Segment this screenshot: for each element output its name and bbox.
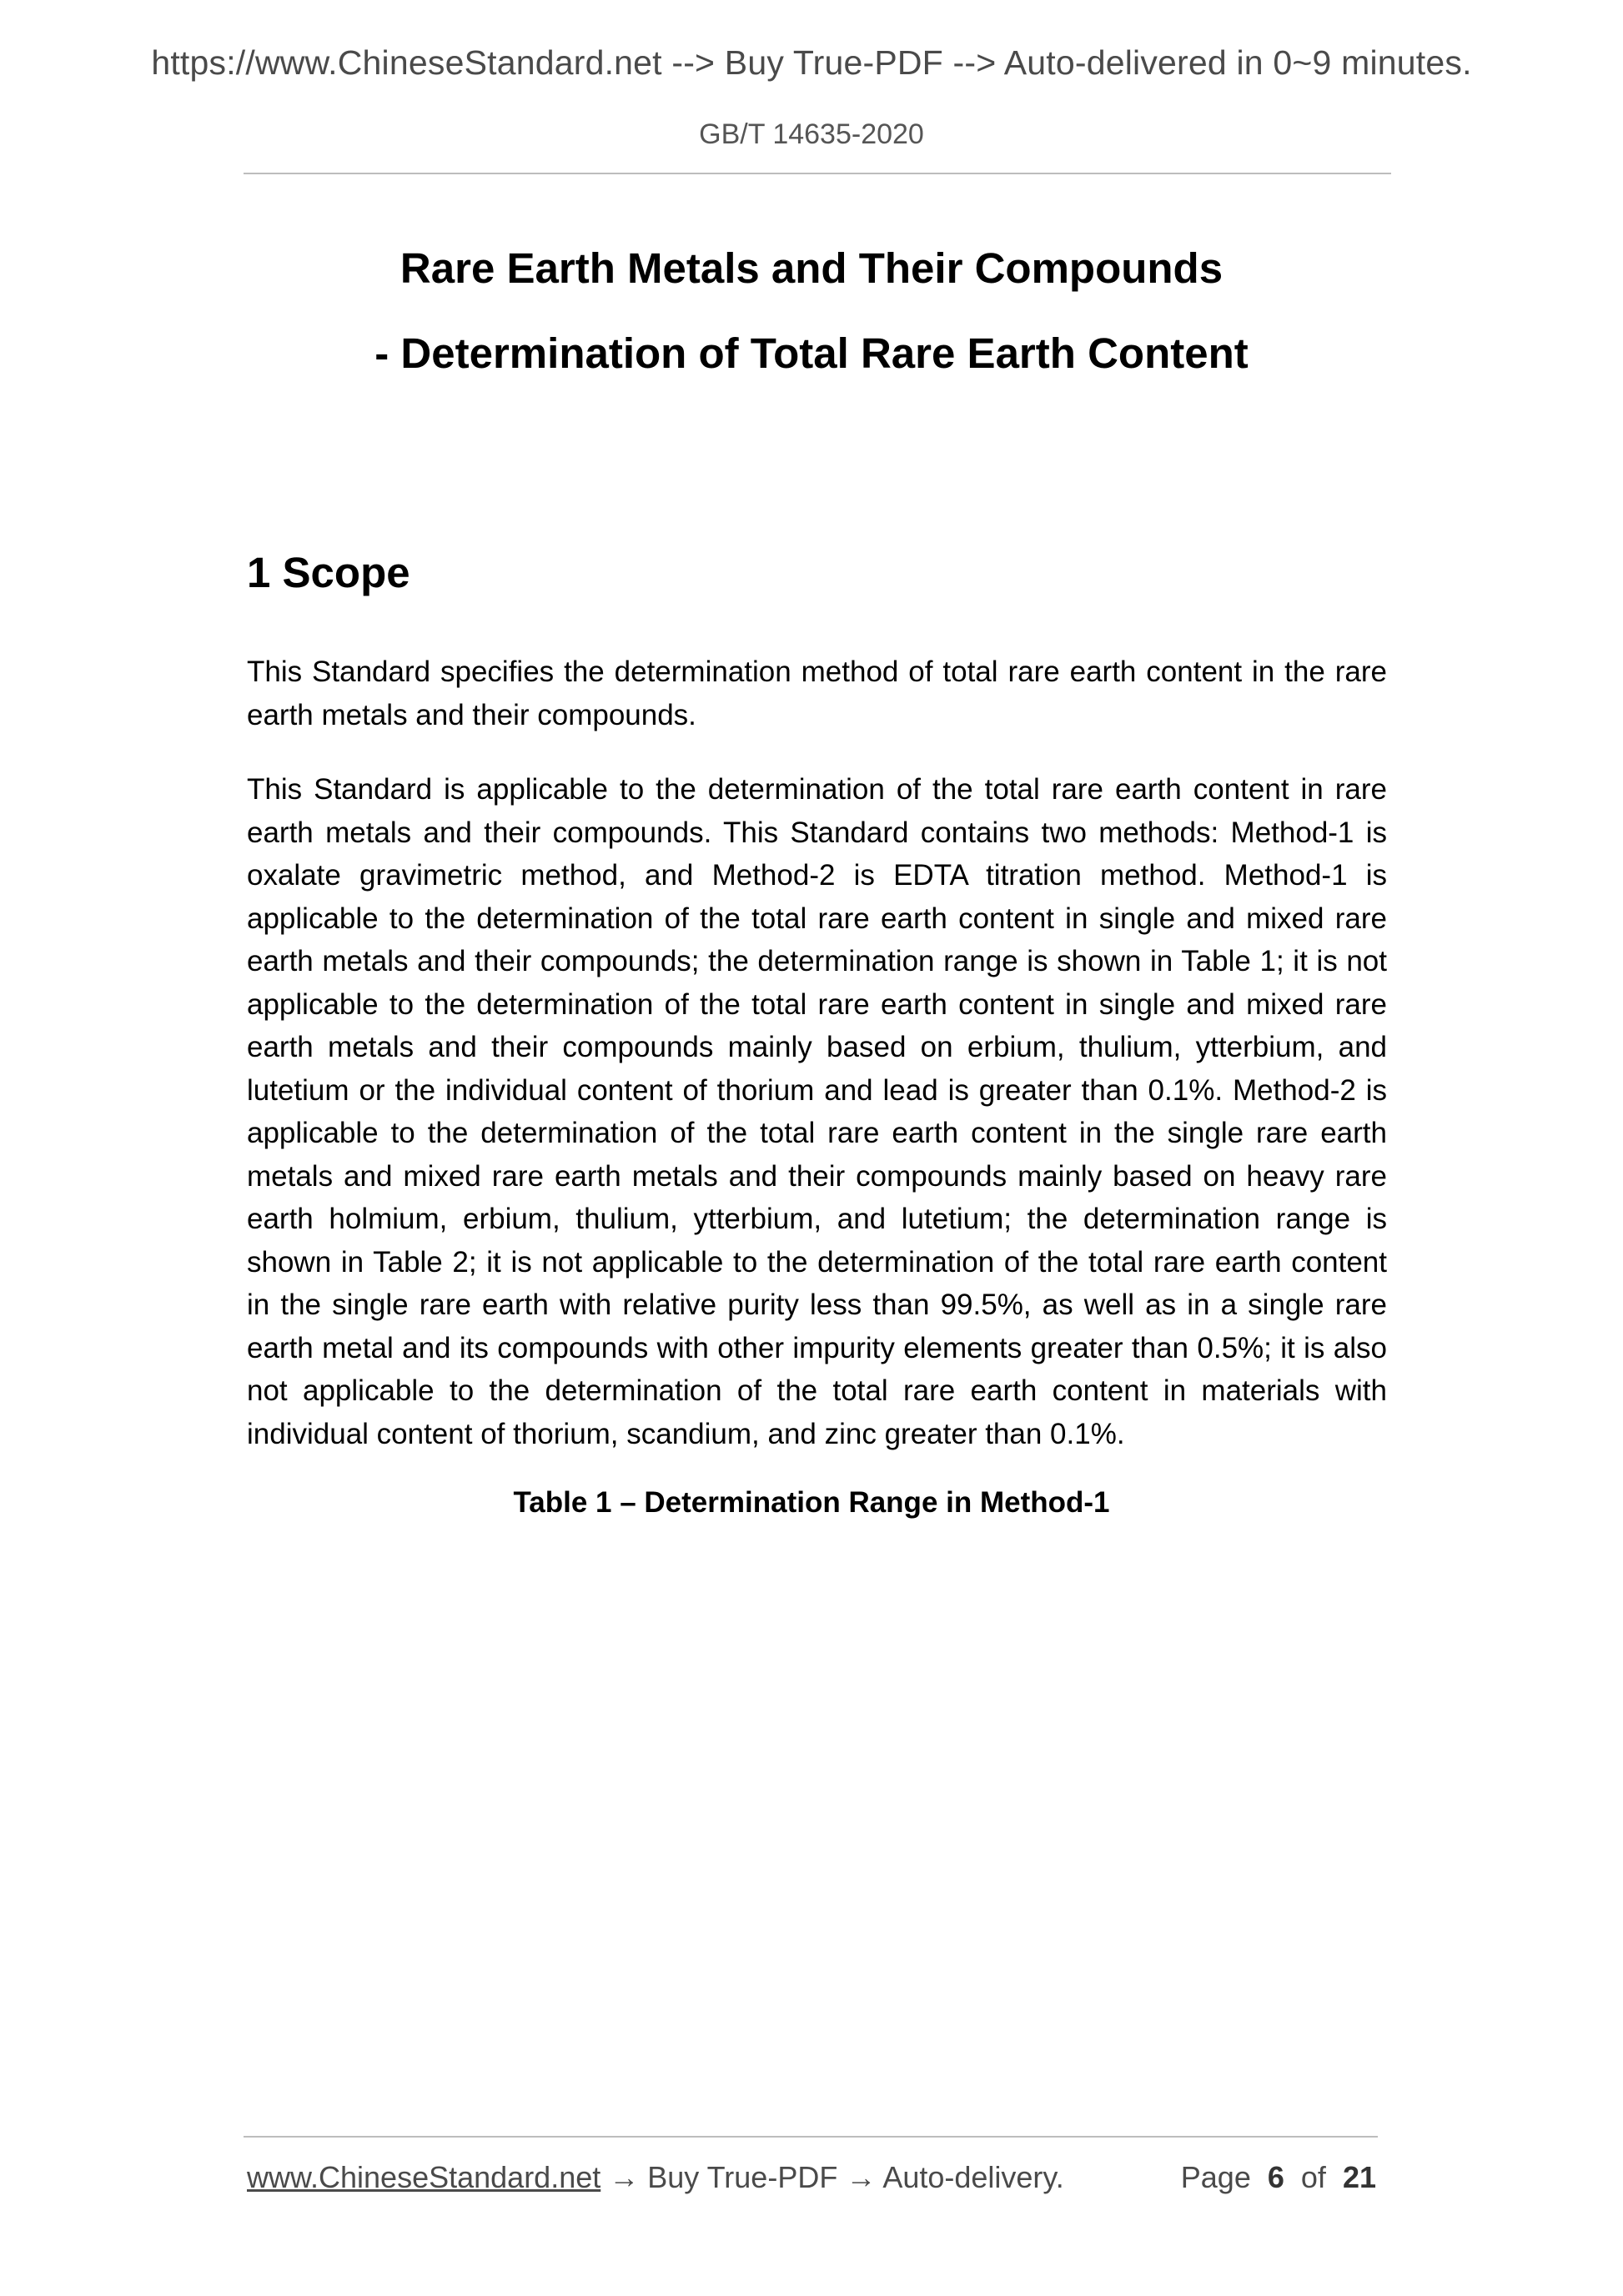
scope-paragraph-2: This Standard is applicable to the determination of the total rare earth content in rare earth metals and their compounds. This Standard contains two methods: Method-1 is oxalate gravimetric method, and Method-2 is EDTA titration method. Method-1 is applicable to the determination of the total rare earth content in single and mixed rare earth metals and their compounds; the determination range is shown in Table 1; it is not applicable to the determination of the total rare earth content in single and mixed rare earth metals and their compounds mainly based on erbium, thulium, ytterbium, and lutetium or the individual content of thorium and lead is greater than 0.1%. Method-2 is applicable to the determination of the total rare earth content in the single rare earth metals and mixed rare earth metals and their compounds mainly based on heavy rare earth holmium, erbium, thulium, ytterbium, and lutetium; the determination range is shown in Table 2; it is not applicable to the determination of the total rare earth content in the single rare earth with relative purity less than 99.5%, as well as in a single rare earth metal and its compounds with other impurity elements greater than 0.5%; it is also not applicable to the determination of the total rare earth content in materials with individual content of thorium, scandium, and zinc greater than 0.1%. <box>247 773 1387 1450</box>
page-label: Page <box>1180 2160 1251 2194</box>
footer-left <box>247 2160 1064 2195</box>
top-banner: https://www.ChineseStandard.net --> Buy True-PDF --> Auto-delivered in 0~9 minutes. <box>151 43 1472 82</box>
section-heading-scope: 1 Scope <box>247 549 410 596</box>
page-total: 21 <box>1342 2160 1376 2194</box>
header-divider <box>244 173 1391 174</box>
footer-website-link[interactable]: www.ChineseStandard.net <box>247 2160 601 2194</box>
footer-divider <box>244 2136 1378 2138</box>
page-indicator <box>1181 2160 1376 2195</box>
page-of-label: of <box>1300 2160 1326 2194</box>
standard-code: GB/T 14635-2020 <box>699 118 924 150</box>
document-title-line-1: Rare Earth Metals and Their Compounds <box>399 244 1224 292</box>
table-1-caption: Table 1 – Determination Range in Method-1 <box>513 1486 1110 1519</box>
page-current: 6 <box>1267 2160 1284 2194</box>
scope-paragraph-1: This Standard specifies the determination method of total rare earth content in the rare earth metals and their compounds. <box>247 656 1387 731</box>
document-title-line-2: - Determination of Total Rare Earth Content <box>374 329 1249 377</box>
footer-tagline: → Buy True-PDF → Auto-delivery. <box>600 2160 1064 2194</box>
